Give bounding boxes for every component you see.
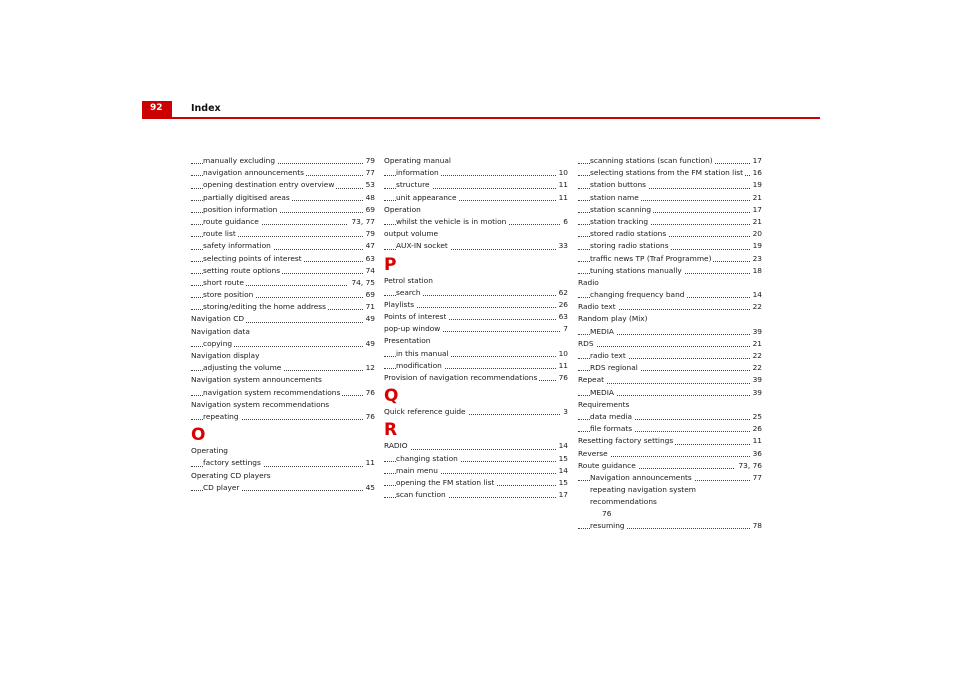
index-term: CD player	[203, 482, 240, 492]
index-subentry	[191, 289, 375, 301]
index-term: information	[396, 168, 439, 178]
index-subentry	[384, 240, 568, 252]
index-page-ref: 45	[363, 482, 375, 494]
index-entry	[384, 311, 568, 323]
index-letter-heading: P	[384, 254, 397, 275]
index-page-ref: 69	[363, 204, 375, 216]
index-page-ref: 26	[750, 423, 762, 435]
index-column-2	[384, 155, 568, 501]
index-heading: Navigation display	[191, 351, 260, 360]
index-heading: Navigation system announcements	[191, 375, 322, 385]
dot-leader	[578, 346, 762, 347]
dot-leader	[384, 449, 568, 450]
index-page-ref: 14	[556, 440, 568, 452]
index-letter-heading: R	[384, 420, 398, 441]
index-term: AUX-IN socket	[396, 241, 448, 251]
index-subentry	[384, 179, 568, 191]
index-page-ref: 20	[750, 228, 762, 240]
index-term: manually excluding	[203, 156, 276, 165]
index-term: Quick reference guide	[384, 407, 466, 417]
index-subentry	[384, 216, 568, 228]
index-page-ref: 76	[363, 411, 375, 423]
index-page-ref: 3	[560, 406, 568, 418]
index-letter-heading: Q	[384, 386, 399, 407]
index-page-ref: 39	[750, 387, 762, 399]
index-subentry	[578, 253, 762, 265]
index-subentry	[191, 387, 375, 399]
index-page-ref: 79	[363, 228, 375, 240]
index-heading: Operating CD players	[191, 470, 271, 480]
index-term: stored radio stations	[590, 229, 667, 239]
index-term: Reverse	[578, 448, 608, 458]
index-subentry	[384, 167, 568, 179]
index-page-ref: 79	[363, 155, 375, 167]
index-subentry	[191, 362, 375, 374]
index-page-ref: 11	[556, 360, 568, 372]
index-subentry	[578, 240, 762, 252]
index-term: RDS regional	[590, 363, 638, 373]
index-term: pop-up window	[384, 324, 441, 334]
index-subentry	[578, 423, 762, 435]
index-entry	[578, 448, 762, 460]
index-term: Radio text	[578, 302, 616, 312]
index-page-ref: 14	[750, 289, 762, 301]
index-term: partially digitised areas	[203, 192, 290, 202]
index-heading: output volume	[384, 229, 439, 239]
index-entry	[384, 323, 568, 335]
index-heading: Operating manual	[384, 156, 451, 165]
index-page-ref: 19	[750, 240, 762, 252]
index-term: navigation system recommendations	[203, 387, 341, 397]
index-term: opening the FM station list	[396, 477, 495, 487]
index-term: traffic news TP (Traf Programme)	[590, 253, 712, 263]
index-page-ref: 22	[750, 350, 762, 362]
index-entry	[191, 313, 375, 325]
index-page-ref: 76	[556, 372, 568, 384]
index-heading: Radio	[578, 277, 599, 287]
index-subentry	[191, 228, 375, 240]
index-page-ref: 36	[750, 448, 762, 460]
index-term: route list	[203, 229, 236, 239]
index-term: Provision of navigation recommendations	[384, 373, 538, 382]
index-letter-heading: O	[191, 425, 206, 446]
index-page-ref: 11	[363, 457, 375, 469]
index-subentry	[578, 411, 762, 423]
index-heading: Operation	[384, 204, 421, 214]
index-page-ref: 18	[750, 265, 762, 277]
index-page-ref: 25	[750, 411, 762, 423]
index-heading: Random play (Mix)	[578, 314, 648, 324]
index-subentry	[191, 167, 375, 179]
index-page-ref: 74, 75	[348, 277, 375, 289]
index-heading: Navigation system recommendations	[191, 399, 330, 409]
index-entry	[384, 440, 568, 452]
index-page-ref: 21	[750, 338, 762, 350]
index-subentry	[384, 477, 568, 489]
index-term: Points of interest	[384, 312, 447, 322]
index-subentry	[191, 457, 375, 469]
index-term: RADIO	[384, 441, 408, 451]
index-entry	[578, 374, 762, 386]
index-page-ref: 16	[750, 167, 762, 179]
index-entry	[384, 372, 568, 384]
index-page-ref: 49	[363, 338, 375, 350]
index-page-ref: 21	[750, 192, 762, 204]
index-subentry	[578, 265, 762, 277]
index-subentry	[191, 265, 375, 277]
index-subentry	[578, 216, 762, 228]
index-page-ref: 39	[750, 326, 762, 338]
index-page-ref: 62	[556, 287, 568, 299]
index-page-ref: 71	[363, 301, 375, 313]
index-entry	[578, 484, 762, 520]
index-subentry	[384, 489, 568, 501]
index-page-ref: 73, 76	[735, 460, 762, 472]
index-term: file formats	[590, 424, 633, 434]
index-term: opening destination entry overview	[203, 180, 335, 190]
index-term: Navigation CD	[191, 314, 245, 324]
page-title: Index	[191, 103, 221, 114]
index-page-ref: 47	[363, 240, 375, 252]
index-page-ref: 11	[750, 435, 762, 447]
index-subentry	[578, 155, 762, 167]
index-term: storing radio stations	[590, 241, 669, 251]
index-term: structure	[396, 180, 430, 190]
index-subentry	[578, 228, 762, 240]
index-heading: Navigation data	[191, 326, 250, 336]
index-page-ref: 12	[363, 362, 375, 374]
index-page-ref: 10	[556, 348, 568, 360]
index-heading: Operating	[191, 446, 228, 456]
index-subentry	[384, 360, 568, 372]
index-term: selecting stations from the FM station list	[590, 168, 744, 178]
index-subentry	[578, 167, 762, 179]
index-subentry	[578, 472, 762, 484]
index-page-ref: 39	[750, 374, 762, 386]
index-subentry	[578, 204, 762, 216]
index-subentry	[191, 216, 375, 228]
index-term: station name	[590, 192, 639, 202]
index-subentry	[384, 287, 568, 299]
index-heading: Petrol station	[384, 275, 433, 285]
index-column-1	[191, 155, 375, 494]
index-term: station tracking	[590, 216, 649, 226]
index-term: resuming	[590, 521, 625, 531]
index-term: adjusting the volume	[203, 363, 282, 373]
index-page-ref: 11	[556, 179, 568, 191]
index-page-ref: 23	[750, 253, 762, 265]
index-term: scan function	[396, 490, 446, 500]
index-term: safety information	[203, 241, 271, 251]
header-rule	[142, 117, 820, 119]
index-term: tuning stations manually	[590, 265, 682, 275]
index-page-ref: 48	[363, 192, 375, 204]
index-page-ref: 15	[556, 477, 568, 489]
index-term: unit appearance	[396, 192, 457, 202]
index-subentry	[191, 301, 375, 313]
index-page-ref: 76	[602, 509, 612, 519]
index-term: selecting points of interest	[203, 253, 302, 263]
index-term: repeating navigation system recommendations	[590, 485, 696, 507]
index-page-ref: 22	[750, 301, 762, 313]
index-subentry	[578, 362, 762, 374]
index-subentry	[191, 411, 375, 423]
index-term: changing station	[396, 453, 458, 463]
index-term: main menu	[396, 465, 438, 475]
index-term: Route guidance	[578, 460, 636, 470]
index-page-ref: 10	[556, 167, 568, 179]
index-page-ref: 77	[363, 167, 375, 179]
index-page-ref: 15	[556, 453, 568, 465]
index-term: MEDIA	[590, 326, 614, 336]
index-term: Resetting factory settings	[578, 436, 674, 446]
index-heading: Presentation	[384, 336, 431, 346]
index-term: changing frequency band	[590, 290, 685, 300]
index-subentry	[384, 465, 568, 477]
index-subentry	[578, 350, 762, 362]
index-term: Playlists	[384, 299, 415, 309]
index-page-ref: 53	[363, 179, 375, 191]
index-subentry	[384, 453, 568, 465]
index-term: data media	[590, 411, 633, 421]
index-term: Repeat	[578, 375, 605, 385]
index-entry	[578, 338, 762, 350]
index-subentry	[578, 192, 762, 204]
index-subentry	[191, 155, 375, 167]
index-term: storing/editing the home address	[203, 302, 327, 312]
index-subentry	[384, 348, 568, 360]
index-term: copying	[203, 338, 233, 348]
index-subentry	[191, 179, 375, 191]
index-page-ref: 76	[363, 387, 375, 399]
index-term: station scanning	[590, 204, 652, 214]
index-subentry	[191, 192, 375, 204]
index-page-ref: 33	[556, 240, 568, 252]
index-page-ref: 73, 77	[348, 216, 375, 228]
index-term: factory settings	[203, 458, 261, 468]
index-page-ref: 17	[750, 204, 762, 216]
index-column-3	[578, 155, 762, 532]
index-term: radio text	[590, 351, 626, 360]
index-subentry	[191, 204, 375, 216]
index-term: position information	[203, 204, 278, 214]
index-page-ref: 6	[560, 216, 568, 228]
index-page-ref: 77	[750, 472, 762, 484]
index-term: RDS	[578, 338, 594, 348]
index-subentry	[191, 277, 375, 289]
index-term: in this manual	[396, 348, 449, 358]
index-heading: Requirements	[578, 399, 630, 409]
index-page-ref: 69	[363, 289, 375, 301]
index-term: navigation announcements	[203, 168, 304, 178]
index-term: MEDIA	[590, 387, 614, 397]
index-page-ref: 17	[556, 489, 568, 501]
index-entry	[384, 299, 568, 311]
page-number: 92	[150, 103, 163, 113]
index-subentry	[191, 482, 375, 494]
index-subentry	[384, 192, 568, 204]
index-term: scanning stations (scan function)	[590, 156, 713, 165]
index-page-ref: 26	[556, 299, 568, 311]
index-page-ref: 14	[556, 465, 568, 477]
index-term: station buttons	[590, 180, 647, 190]
index-entry	[578, 460, 762, 472]
index-page-ref: 17	[750, 155, 762, 167]
index-entry	[384, 406, 568, 418]
index-term: repeating	[203, 411, 239, 421]
index-term: store position	[203, 290, 254, 300]
index-page-ref: 78	[750, 520, 762, 532]
index-term: route guidance	[203, 216, 259, 226]
index-entry	[578, 301, 762, 313]
index-page-ref: 49	[363, 313, 375, 325]
index-subentry	[191, 338, 375, 350]
index-page-ref: 7	[560, 323, 568, 335]
index-subentry	[578, 520, 762, 532]
index-entry	[578, 435, 762, 447]
index-term: modification	[396, 360, 442, 370]
index-page-ref: 63	[363, 253, 375, 265]
index-term: setting route options	[203, 265, 281, 275]
index-page-ref: 63	[556, 311, 568, 323]
index-term: short route	[203, 277, 244, 287]
index-subentry	[191, 240, 375, 252]
index-page-ref: 22	[750, 362, 762, 374]
index-page-ref: 19	[750, 179, 762, 191]
index-subentry	[578, 326, 762, 338]
index-subentry	[578, 179, 762, 191]
index-page-ref: 11	[556, 192, 568, 204]
index-subentry	[578, 387, 762, 399]
index-term: search	[396, 287, 421, 297]
index-subentry	[578, 289, 762, 301]
index-term: Navigation announcements	[590, 472, 692, 482]
index-page-ref: 74	[363, 265, 375, 277]
index-term: whilst the vehicle is in motion	[396, 216, 507, 226]
index-page-ref: 21	[750, 216, 762, 228]
index-subentry	[191, 253, 375, 265]
